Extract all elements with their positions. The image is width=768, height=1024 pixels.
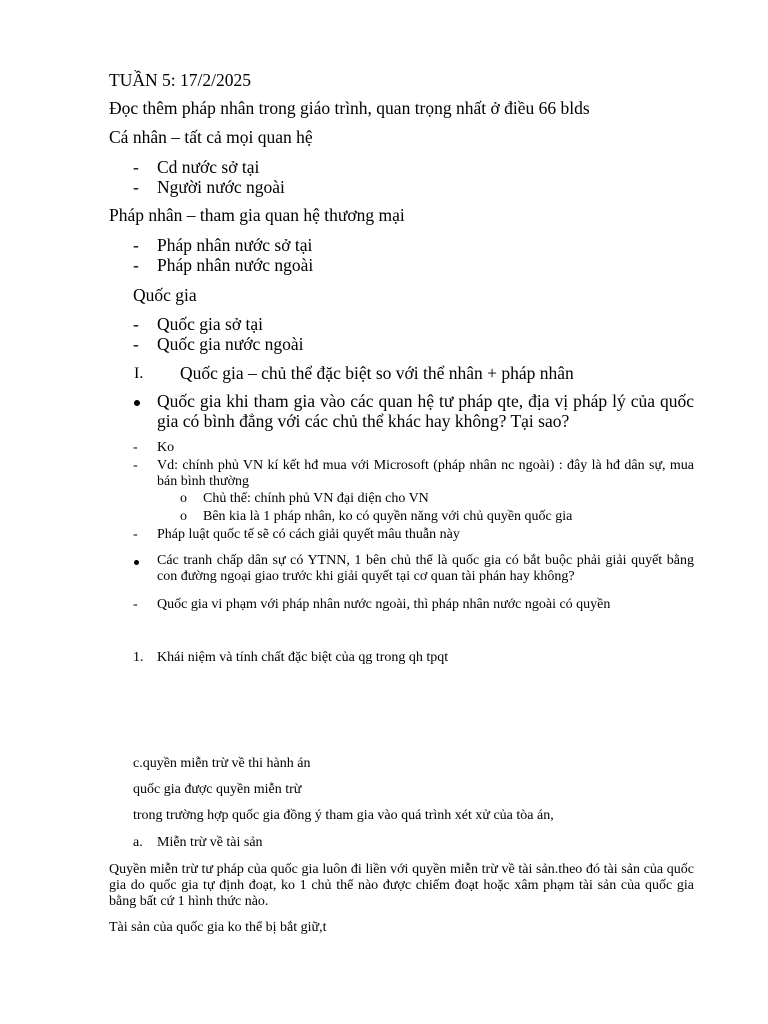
week-title: TUẦN 5: 17/2/2025: [109, 70, 251, 90]
legal-entity-heading: Pháp nhân – tham gia quan hệ thương mại: [109, 205, 405, 225]
state-immunity-line: quốc gia được quyền miễn trừ: [133, 782, 302, 797]
bullet-icon: [134, 560, 139, 565]
circle-bullet-icon: o: [180, 491, 187, 506]
list-item: Pháp nhân nước sở tại: [157, 235, 313, 255]
dash-marker: -: [133, 157, 139, 177]
property-paragraph: Quyền miễn trừ tư pháp của quốc gia luôn đi liền với quyền miễn trừ về tài sản.theo đó tài sản của quốc gia do quốc gia tự định đoạt, ko 1 chủ thể nào được chiếm đoạt hoặc xâm phạm tài sản của quốc gia bằng bất cứ 1 hình thức nào.: [109, 862, 694, 910]
property-item: Miễn trừ về tài sản: [157, 835, 263, 850]
dash-marker: -: [133, 177, 139, 197]
list-item: Cd nước sở tại: [157, 157, 260, 177]
question-two: Các tranh chấp dân sự có YTNN, 1 bên chủ thể là quốc gia có bắt buộc phải giải quyết bằng con đường ngoại giao trước khi giải quyết tại cơ quan tài phán hay không?: [157, 553, 694, 585]
list-item: Quốc gia nước ngoài: [157, 334, 304, 354]
sub-item: Chủ thể: chính phủ VN đại diện cho VN: [203, 491, 429, 506]
dash-marker: -: [133, 440, 138, 455]
example-item: Vd: chính phủ VN kí kết hđ mua với Microsoft (pháp nhân nc ngoài) : đây là hđ dân sự, mua bán bình thường: [157, 458, 694, 490]
section-title: Quốc gia – chủ thể đặc biệt so với thể nhân + pháp nhân: [180, 363, 574, 383]
read-more-note: Đọc thêm pháp nhân trong giáo trình, quan trọng nhất ở điều 66 blds: [109, 98, 590, 118]
list-item: Quốc gia sở tại: [157, 314, 263, 334]
dash-marker: -: [133, 458, 138, 473]
consent-case-line: trong trường hợp quốc gia đồng ý tham gia vào quá trình xét xử của tòa án,: [133, 808, 554, 823]
immunity-execution-heading: c.quyền miễn trừ về thi hành án: [133, 756, 311, 771]
violation-item: Quốc gia vi phạm với pháp nhân nước ngoài, thì pháp nhân nước ngoài có quyền: [157, 597, 611, 612]
numbered-item: Khái niệm và tính chất đặc biệt của qg trong qh tpqt: [157, 650, 449, 665]
sub-item: Bên kia là 1 pháp nhân, ko có quyền năng với chủ quyền quốc gia: [203, 509, 573, 524]
answer-ko: Ko: [157, 440, 175, 455]
list-item: Người nước ngoài: [157, 177, 285, 197]
dash-marker: -: [133, 527, 138, 542]
dash-marker: -: [133, 334, 139, 354]
intl-law-item: Pháp luật quốc tế sẽ có cách giải quyết mâu thuẫn này: [157, 527, 460, 542]
circle-bullet-icon: o: [180, 509, 187, 524]
dash-marker: -: [133, 597, 138, 612]
dash-marker: -: [133, 255, 139, 275]
last-line: Tài sản của quốc gia ko thể bị bắt giữ,t: [109, 920, 327, 935]
bullet-icon: [134, 400, 140, 406]
number-marker: 1.: [133, 650, 144, 665]
roman-numeral-marker: I.: [134, 365, 144, 382]
question-one: Quốc gia khi tham gia vào các quan hệ tư pháp qte, địa vị pháp lý của quốc gia có bình đẳng với các chủ thể khác hay không? Tại sao?: [157, 391, 694, 432]
state-heading: Quốc gia: [133, 285, 197, 305]
dash-marker: -: [133, 235, 139, 255]
letter-marker: a.: [133, 835, 143, 850]
individual-heading: Cá nhân – tất cả mọi quan hệ: [109, 127, 313, 147]
list-item: Pháp nhân nước ngoài: [157, 255, 314, 275]
dash-marker: -: [133, 314, 139, 334]
